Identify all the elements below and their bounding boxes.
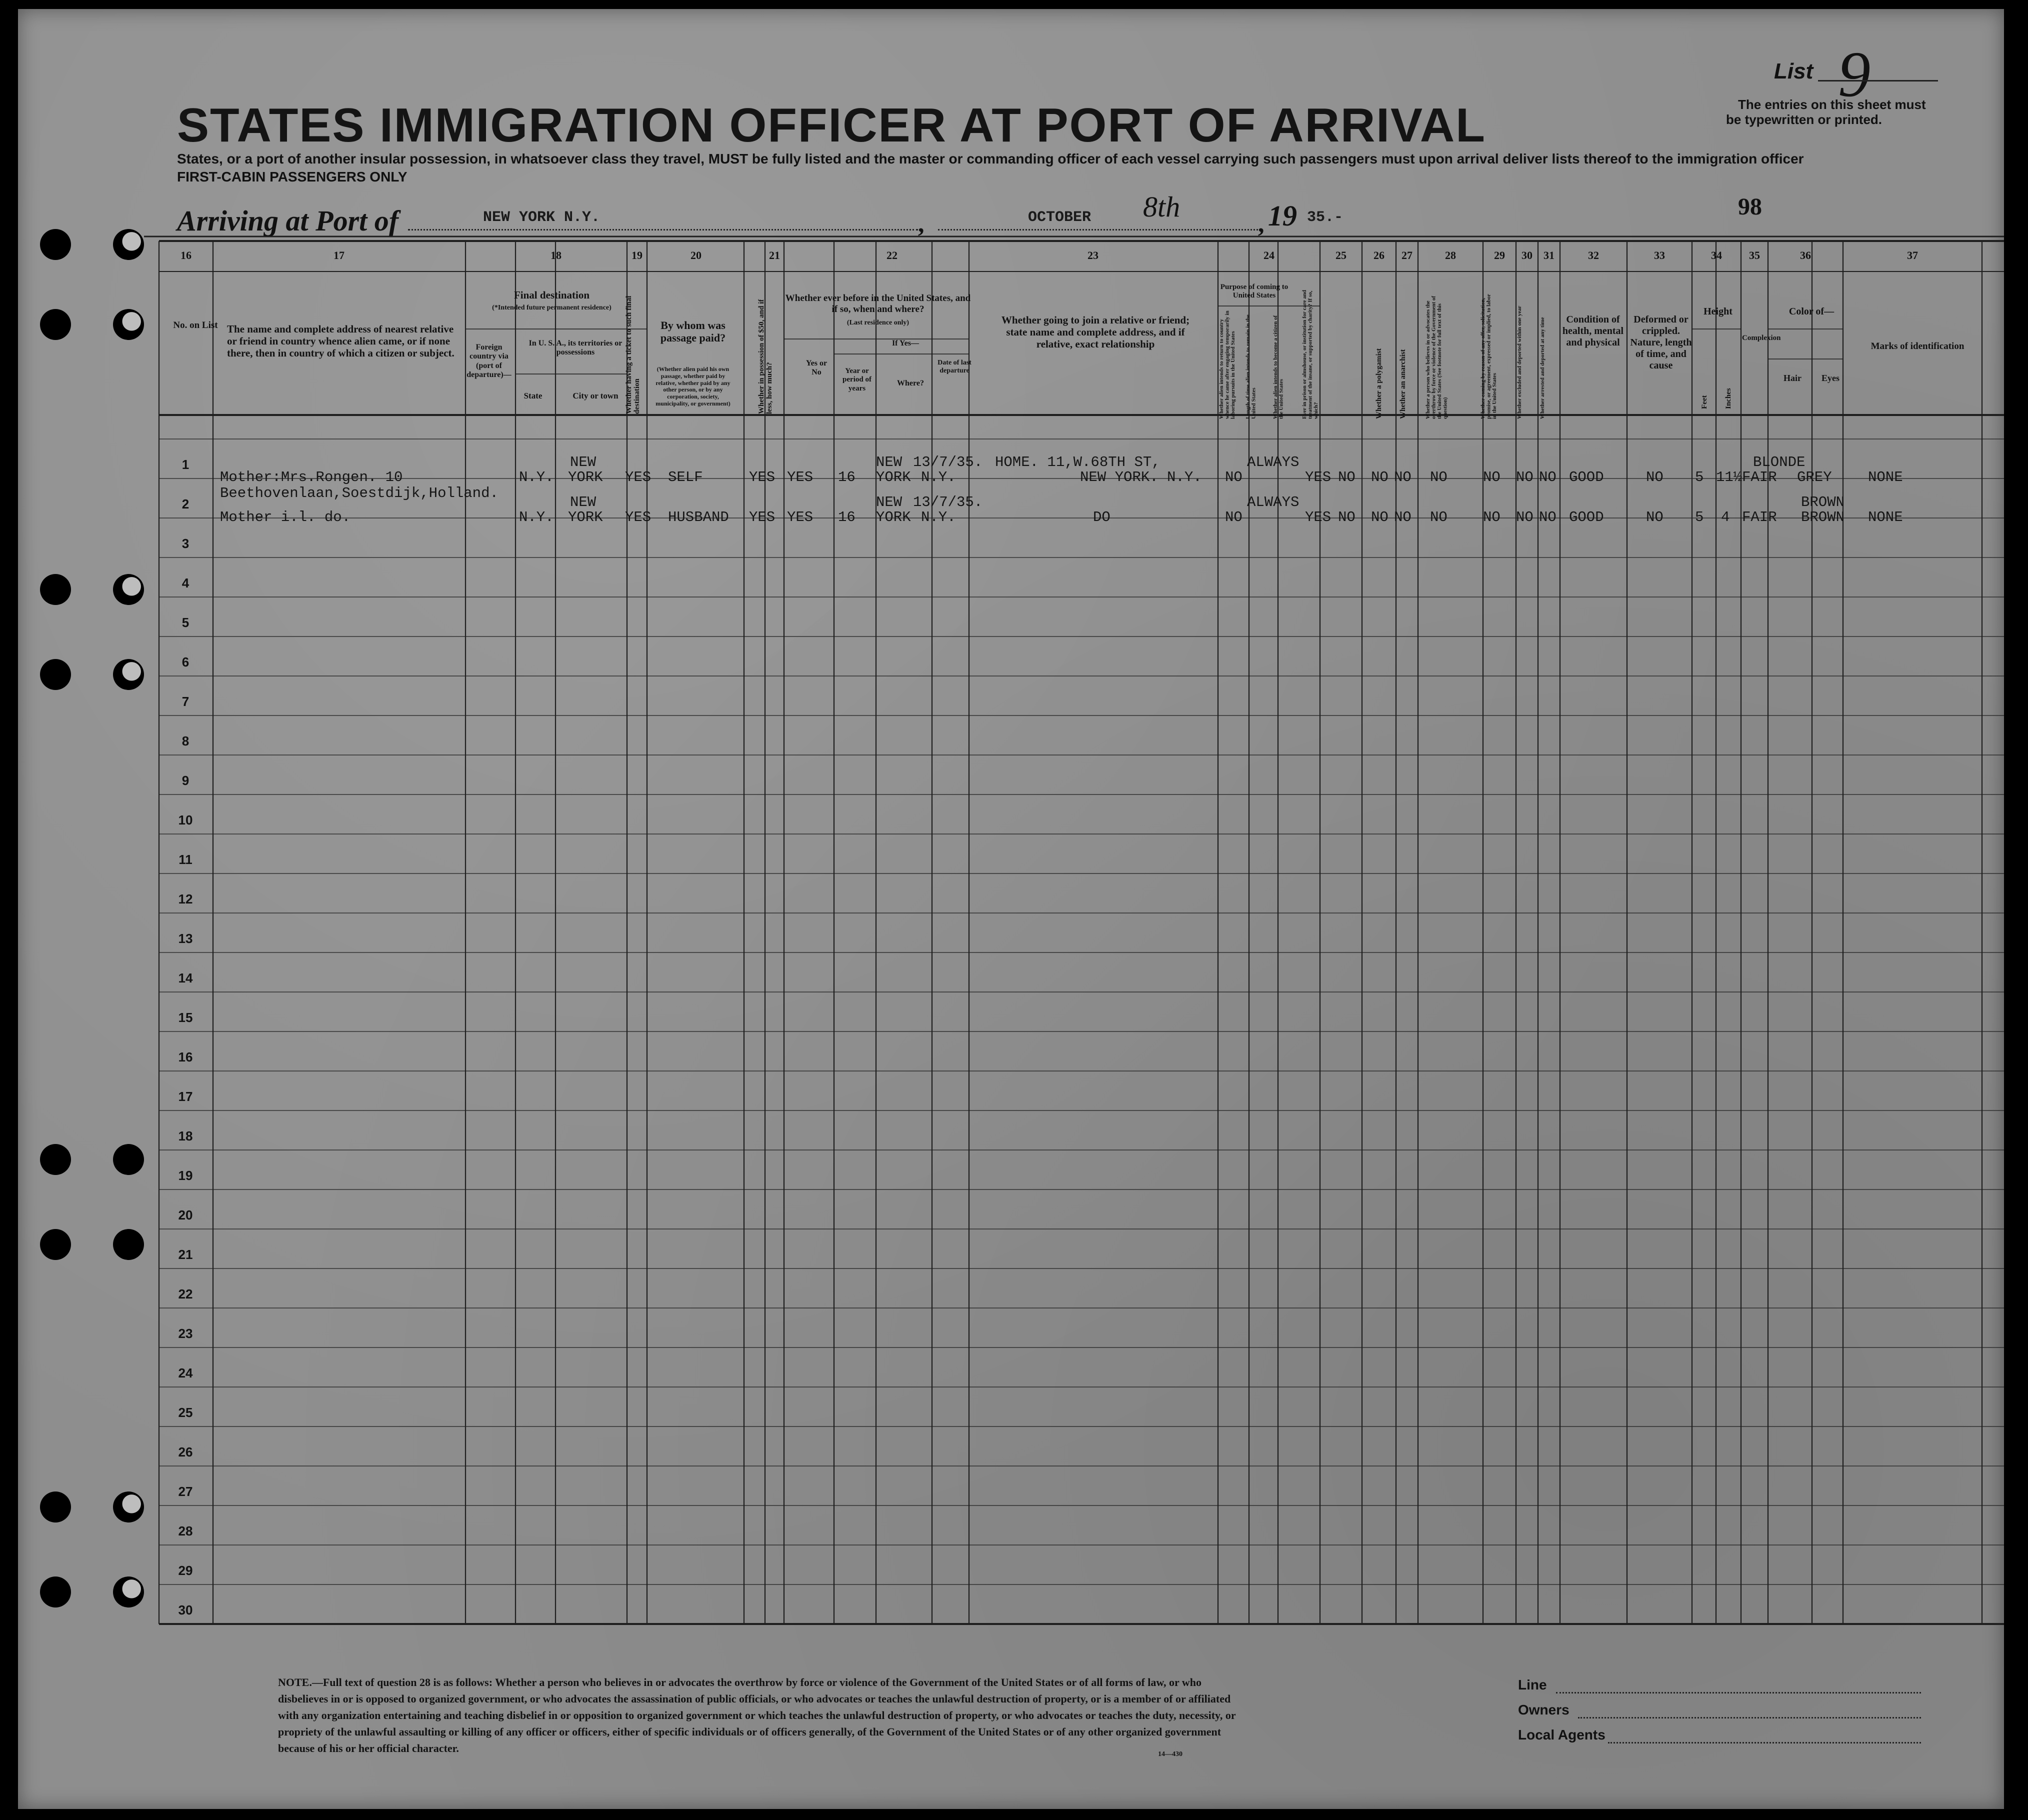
column-number-26: 26 <box>1374 249 1384 262</box>
column-number-28: 28 <box>1445 249 1456 262</box>
hdr-yes-or-no: Yes or No <box>806 359 828 377</box>
hdr-possession-50: Whether in possession of $50, and if less, how much? <box>758 299 774 414</box>
entry-2-complexion: FAIR <box>1742 509 1777 526</box>
line-label: Line <box>1518 1677 1547 1692</box>
owners-signature <box>1578 1717 1921 1718</box>
entry-2-join-line1: DO <box>1093 509 1110 526</box>
row-number: 29 <box>178 1563 193 1578</box>
entry-2-years: 16 <box>838 509 856 526</box>
column-number-36: 36 <box>1800 249 1811 262</box>
entry-1-eyes: GREY <box>1797 469 1832 486</box>
hdr-purpose-c: Whether alien intends to become a citizen of the United States <box>1272 315 1284 419</box>
comma: , <box>1258 210 1264 238</box>
agents-label: Local Agents <box>1518 1727 1606 1742</box>
entry-1-deformed: NO <box>1646 469 1664 486</box>
row-number: 12 <box>178 892 193 906</box>
hdr-no-on-list: No. on List <box>173 320 218 330</box>
port-value: NEW YORK N.Y. <box>483 209 600 226</box>
hdr-nearest-relative: The name and complete address of nearest relative or friend in country whence alien came, or if none there, then in country of which a citizen or subject. <box>227 323 454 360</box>
column-number-17: 17 <box>334 249 344 262</box>
page-number: 98 <box>1738 194 1762 220</box>
hdr-where: Where? <box>897 379 924 388</box>
column-number-34: 34 <box>1711 249 1722 262</box>
entry-2-state: N.Y. <box>519 509 554 526</box>
column-number-33: 33 <box>1654 249 1665 262</box>
entry-2-city-line1: NEW <box>570 494 596 510</box>
form-grid <box>18 9 2004 1809</box>
row-number: 1 <box>182 457 190 472</box>
entry-1-hair: BLONDE <box>1753 454 1806 470</box>
row-number: 16 <box>178 1050 193 1064</box>
hdr-height: Height <box>1704 306 1732 317</box>
hdr-anarchist: Whether an anarchist <box>1399 349 1407 419</box>
row-number: 13 <box>178 931 193 946</box>
list-note-2: be typewritten or printed. <box>1726 112 1882 127</box>
entry-2-q30: NO <box>1516 509 1534 526</box>
hdr-feet: Feet <box>1700 395 1708 409</box>
hdr-eyes: Eyes <box>1822 373 1840 383</box>
row-number: 2 <box>182 496 190 512</box>
entry-1-polygamist: NO <box>1371 469 1388 486</box>
entry-1-join-line1: HOME. 11,W.68TH ST, <box>995 454 1160 470</box>
entry-1-date-line1: 13/7/35. <box>913 454 983 470</box>
list-number: 9 <box>1838 38 1870 110</box>
hdr-final-destination-note: (*Intended future permanent residence) <box>492 304 612 312</box>
row-number: 18 <box>178 1128 193 1144</box>
row-number: 6 <box>182 654 190 670</box>
row-number: 23 <box>178 1326 193 1341</box>
column-number-29: 29 <box>1494 249 1505 262</box>
row-number: 28 <box>178 1524 193 1538</box>
entry-1-length: ALWAYS <box>1247 454 1300 470</box>
column-number-23: 23 <box>1088 249 1098 262</box>
footer-note: NOTE.—Full text of question 28 is as follows: Whether a person who believes in or advocates the overthrow by force or violence of the Government of the United States or of all forms of law, or who disbelieves in or is opposed to organized government, or who advocates the assassination of public officials, or who advocates or teaches the unlawful destruction of property, or is a member of or affiliated with any organization entertaining and teaching disbelief in or opposition to organized government or which teaches the unlawful destruction of property, or who advocates or teaches the duty, necessity, or propriety of the unlawful assaulting or killing of any officer or officers, either of specific individuals or of officers generally, of the Government of the United States or of any other organized government because of his or her official character. <box>278 1676 1236 1754</box>
year-prefix: 19 <box>1268 200 1297 232</box>
entry-2-paid-by: HUSBAND <box>668 509 729 526</box>
column-number-16: 16 <box>180 249 192 262</box>
entry-2-where-line1: NEW <box>876 494 902 510</box>
entry-2-deformed: NO <box>1646 509 1664 526</box>
row-number: 25 <box>178 1405 193 1420</box>
row-number: 15 <box>178 1010 193 1025</box>
hdr-prison: Ever in prison or almshouse, or institution for care and treatment of the insane, or supported by charity? If so, which? <box>1302 290 1320 419</box>
hdr-state: State <box>524 391 542 400</box>
entry-1-ever-before: YES <box>787 469 814 486</box>
hdr-date-last-departure: Date of last departure <box>938 359 972 375</box>
agents-signature <box>1608 1742 1921 1744</box>
row-number: 17 <box>178 1089 193 1104</box>
row-number: 10 <box>178 812 193 828</box>
entry-2-anarchist: NO <box>1394 509 1412 526</box>
column-number-18: 18 <box>550 249 562 262</box>
entry-2-return: NO <box>1225 509 1242 526</box>
row-number: 9 <box>182 773 190 788</box>
column-number-25: 25 <box>1336 249 1346 262</box>
entry-1-health: GOOD <box>1569 469 1604 486</box>
column-number-19: 19 <box>632 249 642 262</box>
hdr-inches: Inches <box>1724 388 1732 409</box>
entry-1-join-line2: NEW YORK. N.Y. <box>1080 469 1202 486</box>
row-number: 4 <box>182 576 190 590</box>
entry-1-relative-line1: Mother:Mrs.Rongen. 10 <box>220 469 403 486</box>
entry-2-feet: 5 <box>1695 509 1704 526</box>
entry-2-ticket: YES <box>625 509 652 526</box>
hdr-q28: Whether a person who believes in or advocates the overthrow by force or violence of the Government of the United States (See footnote for full text of this question) <box>1425 296 1448 419</box>
entry-2-hair: BROWN <box>1801 494 1845 510</box>
hdr-ticket: Whether having a ticket to such final destination <box>625 296 641 414</box>
hdr-purpose-a: Whether alien intends to return to country whence he came after engaging temporarily in laboring pursuits in the United States <box>1218 310 1236 419</box>
entry-2-q29: NO <box>1483 509 1500 526</box>
column-number-31: 31 <box>1544 249 1554 262</box>
entry-1-anarchist: NO <box>1394 469 1412 486</box>
line-signature <box>1556 1692 1921 1694</box>
entry-1-q28: NO <box>1430 469 1448 486</box>
entry-2-date-line1: 13/7/35. <box>913 494 983 510</box>
hdr-city: City or town <box>572 391 618 400</box>
entry-1-city-line2: YORK <box>568 469 603 486</box>
entry-2-where-line2: YORK <box>876 509 911 526</box>
row-number: 22 <box>178 1286 193 1302</box>
subtitle-line-1: States, or a port of another insular possession, in whatsoever class they travel, MUST be fully listed and the master or commanding officer of each vessel carrying such passengers must upon arrival deliver lists thereof to the immigration officer <box>177 151 1804 166</box>
hdr-q29: Whether coming by reason of any offer, solicitation, promise, or agreement, expressed or implied, to labor in the United States <box>1480 294 1498 419</box>
entry-2-length: ALWAYS <box>1247 494 1300 510</box>
hdr-purpose-b: Length of time alien intends to remain in the United States <box>1245 314 1257 419</box>
hdr-foreign-country: Foreign country via (port of departure)— <box>466 343 512 380</box>
column-number-24: 24 <box>1264 249 1274 262</box>
entry-1-inches: 11½ <box>1716 469 1742 486</box>
entry-1-has-50: YES <box>749 469 776 486</box>
entry-1-feet: 5 <box>1695 469 1704 486</box>
entry-1-date-line2: N.Y. <box>921 469 956 486</box>
subtitle-line-2: FIRST-CABIN PASSENGERS ONLY <box>177 169 408 184</box>
hdr-purpose: Purpose of coming to United States <box>1220 283 1288 300</box>
column-number-32: 32 <box>1588 249 1599 262</box>
entry-2-health: GOOD <box>1569 509 1604 526</box>
entry-2-city-line2: YORK <box>568 509 603 526</box>
row-number: 11 <box>178 852 192 867</box>
hdr-marks: Marks of identification <box>1870 341 1964 352</box>
entry-2-has-50: YES <box>749 509 776 526</box>
form-number: 14—430 <box>1158 1750 1182 1758</box>
row-number: 19 <box>178 1168 193 1183</box>
entry-1-q30: NO <box>1516 469 1534 486</box>
owners-label: Owners <box>1518 1702 1570 1718</box>
entry-1-citizen: YES <box>1305 469 1332 486</box>
entry-2-polygamist: NO <box>1371 509 1388 526</box>
entry-1-ticket: YES <box>625 469 652 486</box>
hdr-hair: Hair <box>1784 373 1802 383</box>
column-number-27: 27 <box>1402 249 1412 262</box>
entry-1-where-line1: NEW <box>876 454 902 470</box>
comma: , <box>918 210 924 238</box>
entry-2-eyes: BROWN <box>1801 509 1845 526</box>
entry-1-prison: NO <box>1338 469 1356 486</box>
entry-1-state: N.Y. <box>519 469 554 486</box>
entry-2-prison: NO <box>1338 509 1356 526</box>
hdr-by-whom: By whom was passage paid? <box>660 319 726 344</box>
entry-1-relative-line2: Beethovenlaan,Soestdijk,Holland. <box>220 485 498 502</box>
hdr-ever-before: Whether ever before in the United States, and if so, when and where? <box>785 293 971 314</box>
column-number-30: 30 <box>1522 249 1532 262</box>
column-number-22: 22 <box>886 249 898 262</box>
hdr-by-whom-note: (Whether alien paid his own passage, whether paid by relative, whether paid by any other person, or by any corporation, society, municipality, or government) <box>656 366 730 407</box>
entry-2-q31: NO <box>1539 509 1556 526</box>
hdr-deformed: Deformed or crippled. Nature, length of time, and cause <box>1630 314 1692 371</box>
hdr-in-usa: In U. S. A., its territories or possessions <box>528 339 622 357</box>
list-label: List <box>1774 59 1814 84</box>
hdr-polygamist: Whether a polygamist <box>1375 348 1383 419</box>
entry-1-paid-by: SELF <box>668 469 703 486</box>
hdr-q30: Whether excluded and deported within one year <box>1516 306 1522 419</box>
hdr-condition: Condition of health, mental and physical <box>1562 314 1624 348</box>
entry-1-return: NO <box>1225 469 1242 486</box>
row-number: 7 <box>182 694 190 709</box>
year-suffix: 35.- <box>1307 209 1344 226</box>
entry-1-q29: NO <box>1483 469 1500 486</box>
row-number: 3 <box>182 536 190 551</box>
entry-2-q28: NO <box>1430 509 1448 526</box>
hdr-year-or-period: Year or period of years <box>842 367 872 392</box>
row-number: 20 <box>178 1208 193 1222</box>
list-note-1: The entries on this sheet must <box>1738 97 1926 112</box>
entry-1-where-line2: YORK <box>876 469 911 486</box>
hdr-color-of: Color of— <box>1788 306 1834 317</box>
hdr-last-residence: (Last residence only) <box>846 319 910 326</box>
manifest-sheet <box>18 9 2004 1809</box>
hdr-final-destination: Final destination <box>514 289 590 301</box>
row-number: 27 <box>178 1484 193 1499</box>
entry-2-inches: 4 <box>1721 509 1730 526</box>
page-title: STATES IMMIGRATION OFFICER AT PORT OF ARRIVAL <box>177 98 1486 152</box>
column-number-35: 35 <box>1749 249 1760 262</box>
entry-1-complexion: FAIR <box>1742 469 1777 486</box>
entry-2-ever-before: YES <box>787 509 814 526</box>
entry-1-q31: NO <box>1539 469 1556 486</box>
entry-2-relative-line1: Mother i.l. do. <box>220 509 351 526</box>
column-number-20: 20 <box>690 249 702 262</box>
entry-2-citizen: YES <box>1305 509 1332 526</box>
entry-2-date-line2: N.Y. <box>921 509 956 526</box>
hdr-complexion: Complexion <box>1742 334 1781 342</box>
row-number: 26 <box>178 1444 193 1460</box>
month-value: OCTOBER <box>1028 209 1092 226</box>
row-number: 5 <box>182 615 190 630</box>
hdr-q31: Whether arrested and deported at any time <box>1540 317 1546 419</box>
row-number: 14 <box>178 970 193 986</box>
arriving-label: Arriving at Port of <box>177 204 399 237</box>
entry-2-marks: NONE <box>1868 509 1903 526</box>
row-number: 24 <box>178 1366 193 1380</box>
entry-1-years: 16 <box>838 469 856 486</box>
day-value: 8th <box>1143 190 1180 223</box>
hdr-join-relative: Whether going to join a relative or friend; state name and complete address, and if relative, exact relationship <box>1001 314 1190 350</box>
row-number: 21 <box>178 1247 193 1262</box>
entry-1-marks: NONE <box>1868 469 1903 486</box>
row-number: 30 <box>178 1602 193 1618</box>
hdr-if-yes: If Yes— <box>892 339 920 348</box>
column-number-21: 21 <box>769 249 780 262</box>
row-number: 8 <box>182 734 190 748</box>
entry-1-city-line1: NEW <box>570 454 596 470</box>
column-number-37: 37 <box>1907 249 1918 262</box>
